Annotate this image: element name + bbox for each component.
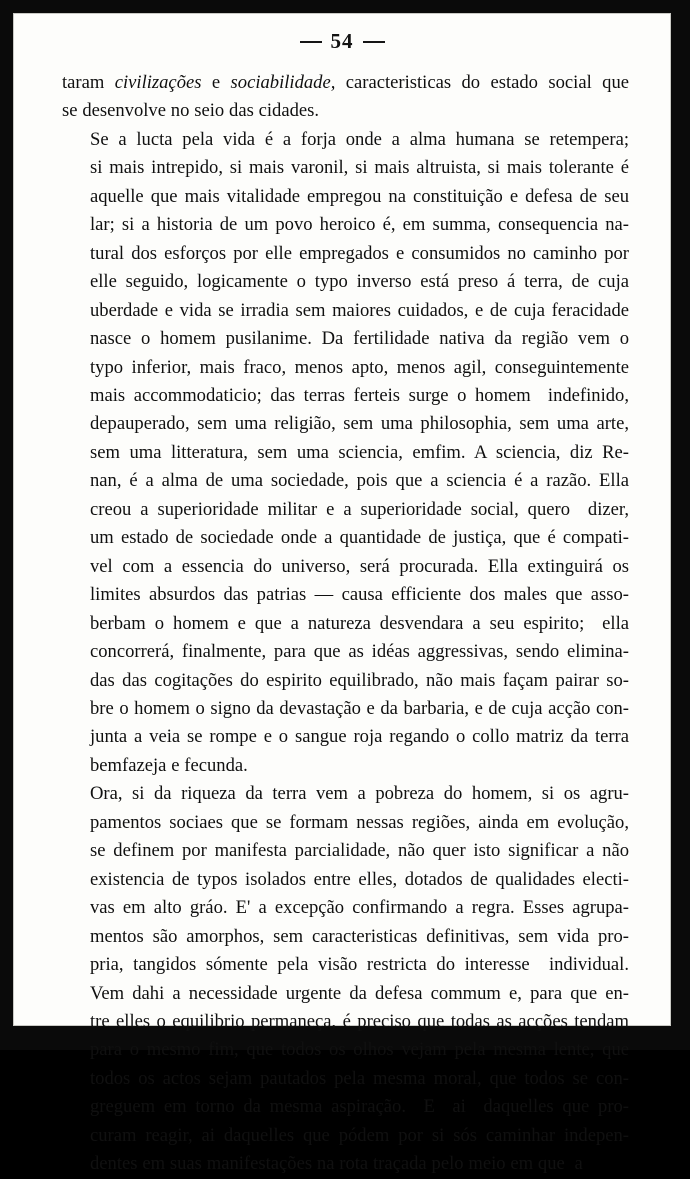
text-line <box>62 723 629 751</box>
text-line <box>62 354 629 382</box>
text-line <box>62 97 629 125</box>
text-run: das das cogitações do espirito equilibrado, não mais façam pairar so- <box>90 669 629 691</box>
text-line <box>62 524 629 552</box>
text-run: pria, tangidos sómente pela visão restricta do interesse individual. <box>90 954 629 976</box>
text-line <box>62 154 629 182</box>
text-run: se definem por manifesta parcialidade, não quer isto significar a não <box>90 840 629 862</box>
text-line <box>62 496 629 524</box>
page-content-area <box>13 13 671 1175</box>
text-line <box>62 837 629 865</box>
text-line <box>62 439 629 467</box>
text-line <box>62 951 629 979</box>
text-line <box>62 211 629 239</box>
text-line <box>62 1036 629 1064</box>
emphasized-text: civilizações <box>114 72 202 93</box>
text-line <box>62 240 629 268</box>
text-line <box>62 268 629 296</box>
text-run: uberdade e vida se irradia sem maiores cuidados, e de cuja feracidade <box>90 299 629 321</box>
text-run: creou a superioridade militar e a superioridade social, quero dizer, <box>90 498 629 520</box>
text-run: Se a lucta pela vida é a forja onde a alma humana se retempera; <box>90 128 629 150</box>
text-run: se desenvolve no seio das cidades. <box>62 100 320 122</box>
text-run: lar; si a historia de um povo heroico é, em summa, consequencia na- <box>90 214 629 236</box>
text-run: tre elles o equilibrio permaneça, é preciso que todas as acções tendam <box>90 1010 629 1032</box>
text-run: caracteristicas do estado social que <box>335 72 629 93</box>
text-run: Ora, si da riqueza da terra vem a pobreza do homem, si os agru- <box>90 783 629 805</box>
text-run: vas em alto gráo. E' a excepção confirmando a regra. Esses agrupa- <box>90 897 629 919</box>
page-sheet <box>13 13 671 1175</box>
text-run: todos os actos sejam pautados pela mesma moral, que todos se con- <box>90 1067 629 1089</box>
paragraph-list <box>62 69 629 1179</box>
text-line <box>62 809 629 837</box>
text-run: tural dos esforços por elle empregados e consumidos no caminho por <box>90 242 629 264</box>
text-run: depauperado, sem uma religião, sem uma philosophia, sem uma arte, <box>90 413 629 435</box>
text-line <box>62 325 629 353</box>
text-line <box>62 610 629 638</box>
text-run: curam reagir, ai daquelles que pódem por si sós caminhar indepen- <box>90 1124 629 1146</box>
text-run: berbam o homem e que a natureza desvendara a seu espirito; ella <box>90 612 629 634</box>
text-line <box>62 752 629 780</box>
text-run: limites absurdos das patrias — causa efficiente dos males que asso- <box>90 584 629 606</box>
text-line <box>62 667 629 695</box>
text-run: aquelle que mais vitalidade empregou na constituição e defesa de seu <box>90 185 629 207</box>
text-line <box>62 1122 629 1150</box>
text-run: pamentos sociaes que se formam nessas regiões, ainda em evolução, <box>90 811 629 833</box>
text-line <box>62 126 629 154</box>
text-line <box>62 923 629 951</box>
emphasized-text: sociabilidade, <box>230 72 336 93</box>
text-run: e <box>201 72 231 93</box>
text-run: elle seguido, logicamente o typo inverso está preso á terra, de cuja <box>90 271 629 293</box>
paragraph-continuation <box>62 69 629 126</box>
paragraph-ora-si-da-riqueza <box>62 780 629 1178</box>
text-line <box>62 1065 629 1093</box>
text-run: um estado de sociedade onde a quantidade de justiça, que é compati- <box>90 527 629 549</box>
text-run: mais accommodaticio; das terras ferteis surge o homem indefinido, <box>90 384 629 406</box>
text-line <box>62 695 629 723</box>
page-folio <box>13 29 671 54</box>
text-run: nasce o homem pusilanime. Da fertilidade nativa da região vem o <box>90 328 629 350</box>
text-line <box>62 866 629 894</box>
text-line <box>62 410 629 438</box>
text-run: junta a veia se rompe e o sangue roja regando o collo matriz da terra <box>90 726 629 748</box>
text-run: greguem em torno da mesma aspiração. E ai daquelles que pro- <box>90 1096 629 1118</box>
text-run: bemfazeja e fecunda. <box>90 754 248 776</box>
text-line <box>62 382 629 410</box>
text-run: para o mesmo fim, que todos os olhos vejam pela mesma lente, que <box>90 1039 629 1061</box>
folio-dash-right-icon <box>363 41 385 43</box>
text-run: concorrerá, finalmente, para que as idéas aggressivas, sendo elimina- <box>90 641 629 663</box>
page-number: 54 <box>330 29 354 53</box>
text-run: taram <box>62 72 115 93</box>
text-run: bre o homem o signo da devastação e da barbaria, e de cuja acção con- <box>90 697 629 719</box>
folio-dash-left-icon <box>300 41 322 43</box>
text-run: typo inferior, mais fraco, menos apto, menos agil, conseguintemente <box>90 356 629 378</box>
body-text-column <box>62 69 629 1179</box>
text-line <box>62 69 629 97</box>
text-run: dentes em suas manifestações na rota traçada pelo meio em que a <box>90 1153 583 1175</box>
text-line <box>62 297 629 325</box>
text-run: vel com a essencia do universo, será procurada. Ella extinguirá os <box>90 555 629 577</box>
text-line <box>62 1008 629 1036</box>
text-run: Vem dahi a necessidade urgente da defesa commum e, para que en- <box>90 982 629 1004</box>
paragraph-se-a-lucta <box>62 126 629 780</box>
text-line <box>62 638 629 666</box>
text-run: sem uma litteratura, sem uma sciencia, emfim. A sciencia, diz Re- <box>90 441 629 463</box>
text-line <box>62 467 629 495</box>
text-line <box>62 183 629 211</box>
text-run: nan, é a alma de uma sociedade, pois que a sciencia é a razão. Ella <box>90 470 629 492</box>
text-run: si mais intrepido, si mais varonil, si mais altruista, si mais tolerante é <box>90 157 629 179</box>
text-line <box>62 1150 629 1178</box>
text-line <box>62 1093 629 1121</box>
text-line <box>62 980 629 1008</box>
text-line <box>62 553 629 581</box>
text-line <box>62 780 629 808</box>
text-run: existencia de typos isolados entre elles, dotados de qualidades electi- <box>90 868 629 890</box>
text-line <box>62 894 629 922</box>
text-line <box>62 581 629 609</box>
text-run: mentos são amorphos, sem caracteristicas definitivas, sem vida pro- <box>90 925 629 947</box>
